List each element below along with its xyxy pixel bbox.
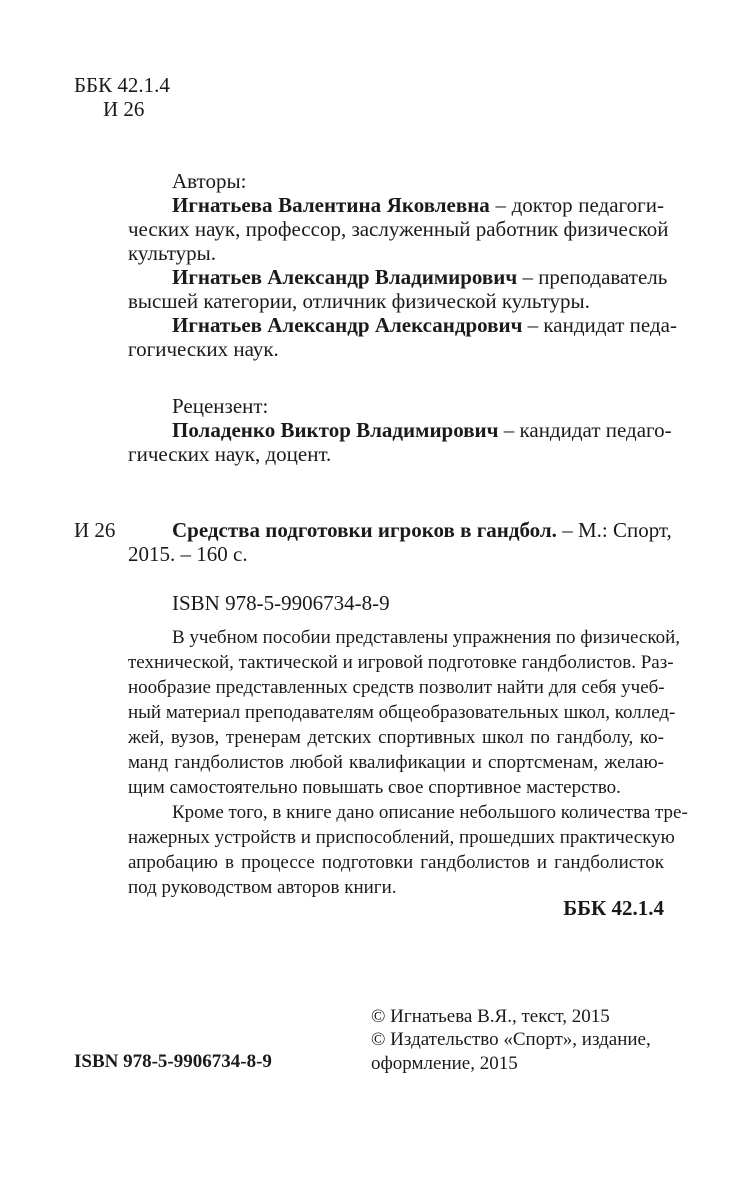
author-2-name: Игнатьев Александр Владимирович [172,265,518,289]
annotation-line: В учебном пособии представлены упражнения по физической, [172,627,681,648]
annotation-line: щим самостоятельно повышать свое спортивное мастерство. [128,777,621,798]
reviewer-block [128,418,672,466]
copyright-authors: © Игнатьева В.Я., текст, 2015 [371,1006,610,1027]
annotation-line: жей, вузов, тренерам детских спортивных школ по гандболу, ко- [128,727,664,748]
annotation-line: под руководством авторов книги. [128,877,397,898]
entry-block [128,518,672,566]
annotation-line: апробацию в процессе подготовки гандболистов и гандболисток [128,852,664,873]
author-2-line-1: Игнатьев Александр Владимирович – преподаватель [172,265,668,289]
annotation-line: технической, тактической и игровой подготовке гандболистов. Раз- [128,652,674,673]
annotation-line: манд гандболистов любой квалификации и спортсменам, желаю- [128,752,664,773]
author-3-name: Игнатьев Александр Александрович [172,313,523,337]
reviewer-line-2: гических наук, доцент. [128,442,332,466]
entry-isbn: ISBN 978-5-9906734-8-9 [172,591,390,615]
author-1-name: Игнатьева Валентина Яковлевна [172,193,490,217]
annotation-line: Кроме того, в книге дано описание небольшого количества тре- [172,802,688,823]
bbk-code-header: ББК 42.1.4 [74,73,170,97]
isbn-footer: ISBN 978-5-9906734-8-9 [74,1051,272,1072]
author-1-line-3: культуры. [128,241,216,265]
author-3-line-1: Игнатьев Александр Александрович – кандидат педа- [172,313,677,337]
author-3-line-2: гогических наук. [128,337,279,361]
reviewer-label: Рецензент: [172,394,269,418]
annotation [128,625,688,900]
entry-line-2: 2015. – 160 с. [128,542,248,566]
bbk-code-footer: ББК 42.1.4 [563,896,664,920]
book-title: Средства подготовки игроков в гандбол. [172,518,557,542]
author-1-line-1: Игнатьева Валентина Яковлевна – доктор педагоги- [172,193,664,217]
copyright-publisher: © Издательство «Спорт», издание, [371,1029,651,1050]
author-2-line-2: высшей категории, отличник физической культуры. [128,289,590,313]
reviewer-line-1: Поладенко Виктор Владимирович – кандидат педаго- [172,418,672,442]
author-1-line-2: ческих наук, профессор, заслуженный работник физической [128,217,669,241]
reviewer-name: Поладенко Виктор Владимирович [172,418,499,442]
entry-author-mark: И 26 [74,518,116,542]
annotation-line: нажерных устройств и приспособлений, прошедших практическую [128,827,675,848]
entry-line-1: Средства подготовки игроков в гандбол. – М.: Спорт, [172,518,672,542]
copyright-design: оформление, 2015 [371,1053,518,1074]
authors-label: Авторы: [172,169,247,193]
annotation-line: ный материал преподавателям общеобразовательных школ, коллед- [128,702,676,723]
authors-list [128,193,677,361]
annotation-line: нообразие представленных средств позволит найти для себя учеб- [128,677,665,698]
author-mark-header: И 26 [103,97,145,121]
